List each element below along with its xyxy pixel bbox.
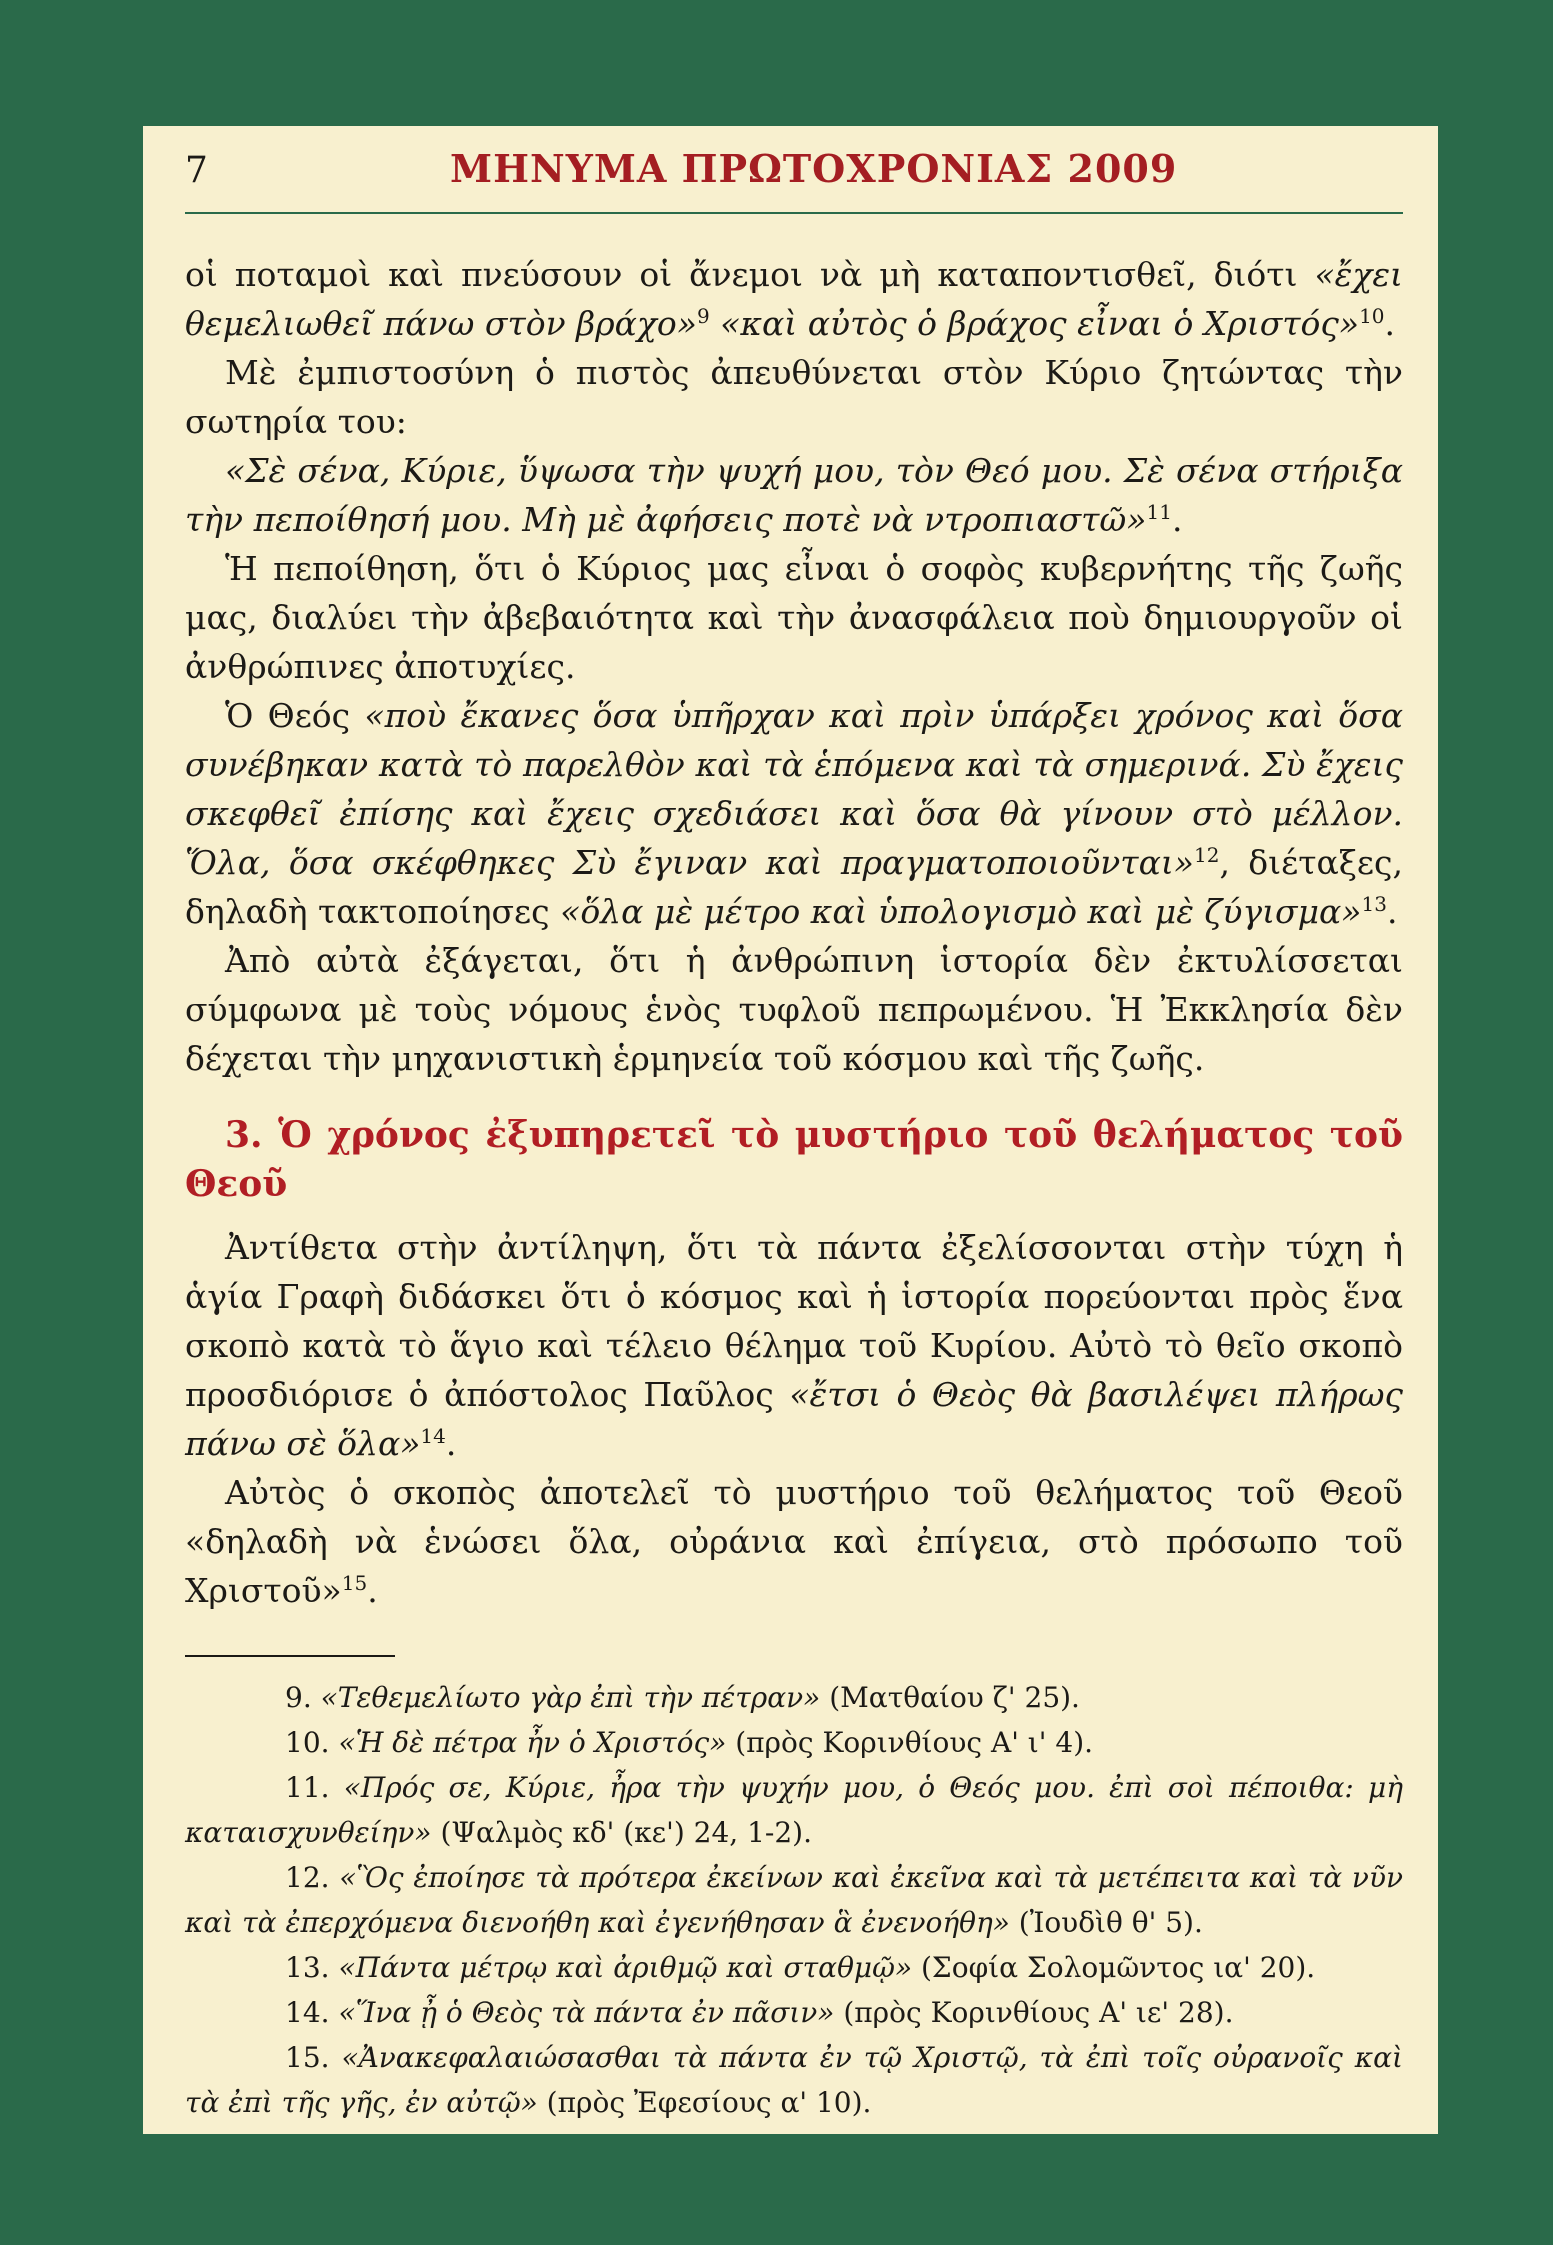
footnote-ref[interactable]: 14 <box>420 1424 446 1448</box>
footnote-number: 13. <box>285 1951 339 1984</box>
quote: «ὅλα μὲ μέτρο καὶ ὑπολογισμὸ καὶ μὲ ζύγισμα» <box>560 892 1362 931</box>
footnote-number: 12. <box>285 1861 340 1894</box>
footnote-reference: (πρὸς Κορινθίους Α' ι' 4). <box>726 1726 1094 1759</box>
footnote-ref[interactable]: 11 <box>1146 500 1172 524</box>
paragraph <box>185 936 1403 1083</box>
document-page <box>143 126 1438 2134</box>
footnote-reference: (Σοφία Σολομῶντος ια' 20). <box>912 1951 1316 1984</box>
quote: «ἔχει θεμελιωθεῖ πάνω στὸν βράχο» <box>185 255 1403 343</box>
footnote-number: 14. <box>285 1996 339 2029</box>
footnote <box>185 1720 1403 1765</box>
paragraph <box>185 446 1403 544</box>
page-number: 7 <box>185 150 208 191</box>
footnote <box>185 2035 1403 2125</box>
footnote-reference: (Ἰουδὶθ θ' 5). <box>1009 1906 1203 1939</box>
text-run: Αὐτὸς ὁ σκοπὸς ἀποτελεῖ τὸ μυστήριο τοῦ θελήματος τοῦ Θεοῦ «δηλαδὴ νὰ ἑνώσει ὅλα, οὐράνια καὶ ἐπίγεια, στὸ πρόσωπο τοῦ Χριστοῦ» <box>185 1473 1403 1610</box>
footnote <box>185 1675 1403 1720</box>
quote: «ἔτσι ὁ Θεὸς θὰ βασιλέψει πλήρως πάνω σὲ ὅλα» <box>185 1375 1403 1463</box>
text-run: . <box>1386 892 1398 931</box>
footnote-ref[interactable]: 10 <box>1359 304 1385 328</box>
text-run: Ἀπὸ αὐτὰ ἐξάγεται, ὅτι ἡ ἀνθρώπινη ἱστορία δὲν ἐκτυλίσσεται σύμφωνα μὲ τοὺς νόμους ἑνὸς τυφλοῦ πεπρωμένου. Ἡ Ἐκκλησία δὲν δέχεται τὴν μηχανιστικὴ ἑρμηνεία τοῦ κόσμου καὶ τῆς ζωῆς. <box>185 941 1403 1078</box>
text-run: . <box>445 1424 457 1463</box>
footnote-number: 15. <box>285 2041 342 2074</box>
running-title: ΜΗΝΥΜΑ ΠΡΩΤΟΧΡΟΝΙΑΣ 2009 <box>450 146 1178 191</box>
footnote-number: 9. <box>285 1681 321 1714</box>
page-header <box>185 146 1403 214</box>
section-heading: 3. Ὁ χρόνος ἐξυπηρετεῖ τὸ μυστήριο τοῦ θελήματος τοῦ Θεοῦ <box>185 1114 1403 1205</box>
text-run: . <box>1384 304 1396 343</box>
footnote-reference: (πρὸς Ἐφεσίους α' 10). <box>537 2086 872 2119</box>
quote: «ποὺ ἔκανες ὅσα ὑπῆρχαν καὶ πρὶν ὑπάρξει χρόνος καὶ ὅσα συνέβηκαν κατὰ τὸ παρελθὸν καὶ τὰ ἑπόμενα καὶ τὰ σημερινά. Σὺ ἔχεις σκεφθεῖ ἐπίσης καὶ ἔχεις σχεδιάσει καὶ ὅσα θὰ γίνουν στὸ μέλλον. Ὅλα, ὅσα σκέφθηκες Σὺ ἔγιναν καὶ πραγματοποιοῦνται» <box>185 696 1403 882</box>
footnote-ref[interactable]: 15 <box>341 1571 368 1595</box>
footnote-quote: «Ἡ δὲ πέτρα ἦν ὁ Χριστός» <box>338 1726 727 1759</box>
text-run: . <box>367 1571 378 1610</box>
text-run: Ἡ πεποίθηση, ὅτι ὁ Κύριος μας εἶναι ὁ σοφὸς κυβερνήτης τῆς ζωῆς μας, διαλύει τὴν ἀβεβαιότητα καὶ τὴν ἀνασφάλεια ποὺ δημιουργοῦν οἱ ἀνθρώπινες ἀποτυχίες. <box>185 549 1403 686</box>
paragraph <box>185 348 1403 446</box>
text-run: Ἀντίθετα στὴν ἀντίληψη, ὅτι τὰ πάντα ἐξελίσσονται στὴν τύχη ἡ ἁγία Γραφὴ διδάσκει ὅτι ὁ κόσμος καὶ ἡ ἱστορία πορεύονται πρὸς ἕνα σκοπὸ κατὰ τὸ ἅγιο καὶ τέλειο θέλημα τοῦ Κυρίου. Αὐτὸ τὸ θεῖο σκοπὸ προσδιόρισε ὁ ἀπόστολος Παῦλος <box>185 1228 1403 1414</box>
quote: «Σὲ σένα, Κύριε, ὕψωσα τὴν ψυχή μου, τὸν Θεό μου. Σὲ σένα στήριξα τὴν πεποίθησή μου. Μὴ μὲ ἀφήσεις ποτὲ νὰ ντροπιαστῶ» <box>185 451 1403 539</box>
footnote-ref[interactable]: 12 <box>1193 843 1220 867</box>
paragraph <box>185 691 1403 936</box>
footnote-ref[interactable]: 9 <box>696 304 710 328</box>
text-run: . <box>1171 500 1183 539</box>
footnote-quote: «Πρός σε, Κύριε, ἦρα τὴν ψυχήν μου, ὁ Θεός μου. ἐπὶ σοὶ πέποιθα: μὴ καταισχυνθείην» <box>185 1771 1403 1849</box>
footnote-quote: «Ἀνακεφαλαιώσασθαι τὰ πάντα ἐν τῷ Χριστῷ, τὰ ἐπὶ τοῖς οὐρανοῖς καὶ τὰ ἐπὶ τῆς γῆς, ἐν αὐτῷ» <box>185 2041 1403 2119</box>
paragraph <box>185 250 1403 348</box>
footnote-quote: «Ὃς ἐποίησε τὰ πρότερα ἐκείνων καὶ ἐκεῖνα καὶ τὰ μετέπειτα καὶ τὰ νῦν καὶ τὰ ἐπερχόμενα διενοήθη καὶ ἐγενήθησαν ἃ ἐνενοήθη» <box>185 1861 1403 1939</box>
footnote-ref[interactable]: 13 <box>1361 892 1387 916</box>
paragraph <box>185 1223 1403 1468</box>
footnote-reference: (Ματθαίου ζ' 25). <box>820 1681 1080 1714</box>
quote: «καὶ αὐτὸς ὁ βράχος εἶναι ὁ Χριστός» <box>709 304 1360 343</box>
footnote <box>185 1765 1403 1855</box>
paragraph <box>185 1468 1403 1615</box>
text-run: , διέταξες, δηλαδὴ τακτοποίησες <box>185 843 1403 931</box>
footnote-reference: (Ψαλμὸς κδ' (κε') 24, 1-2). <box>431 1816 812 1849</box>
footnote-quote: «Πάντα μέτρῳ καὶ ἀριθμῷ καὶ σταθμῷ» <box>338 1951 913 1984</box>
footnote <box>185 1855 1403 1945</box>
text-run: Ὁ Θεός <box>225 696 365 735</box>
footnote <box>185 1990 1403 2035</box>
footnote-reference: (πρὸς Κορινθίους Α' ιε' 28). <box>834 1996 1234 2029</box>
footnotes <box>185 1675 1403 2125</box>
footnote-number: 11. <box>285 1771 344 1804</box>
footnote-number: 10. <box>285 1726 339 1759</box>
text-run: Μὲ ἐμπιστοσύνη ὁ πιστὸς ἀπευθύνεται στὸν Κύριο ζητώντας τὴν σωτηρία του: <box>185 353 1403 441</box>
footnote <box>185 1945 1403 1990</box>
text-run: οἱ ποταμοὶ καὶ πνεύσουν οἱ ἄνεμοι νὰ μὴ καταποντισθεῖ, διότι <box>185 255 1315 294</box>
paragraph <box>185 544 1403 691</box>
footnote-divider <box>185 1655 395 1657</box>
footnote-quote: «Ἵνα ᾖ ὁ Θεὸς τὰ πάντα ἐν πᾶσιν» <box>338 1996 835 2029</box>
main-text <box>185 250 1403 1615</box>
footnote-quote: «Τεθεμελίωτο γὰρ ἐπὶ τὴν πέτραν» <box>320 1681 821 1714</box>
